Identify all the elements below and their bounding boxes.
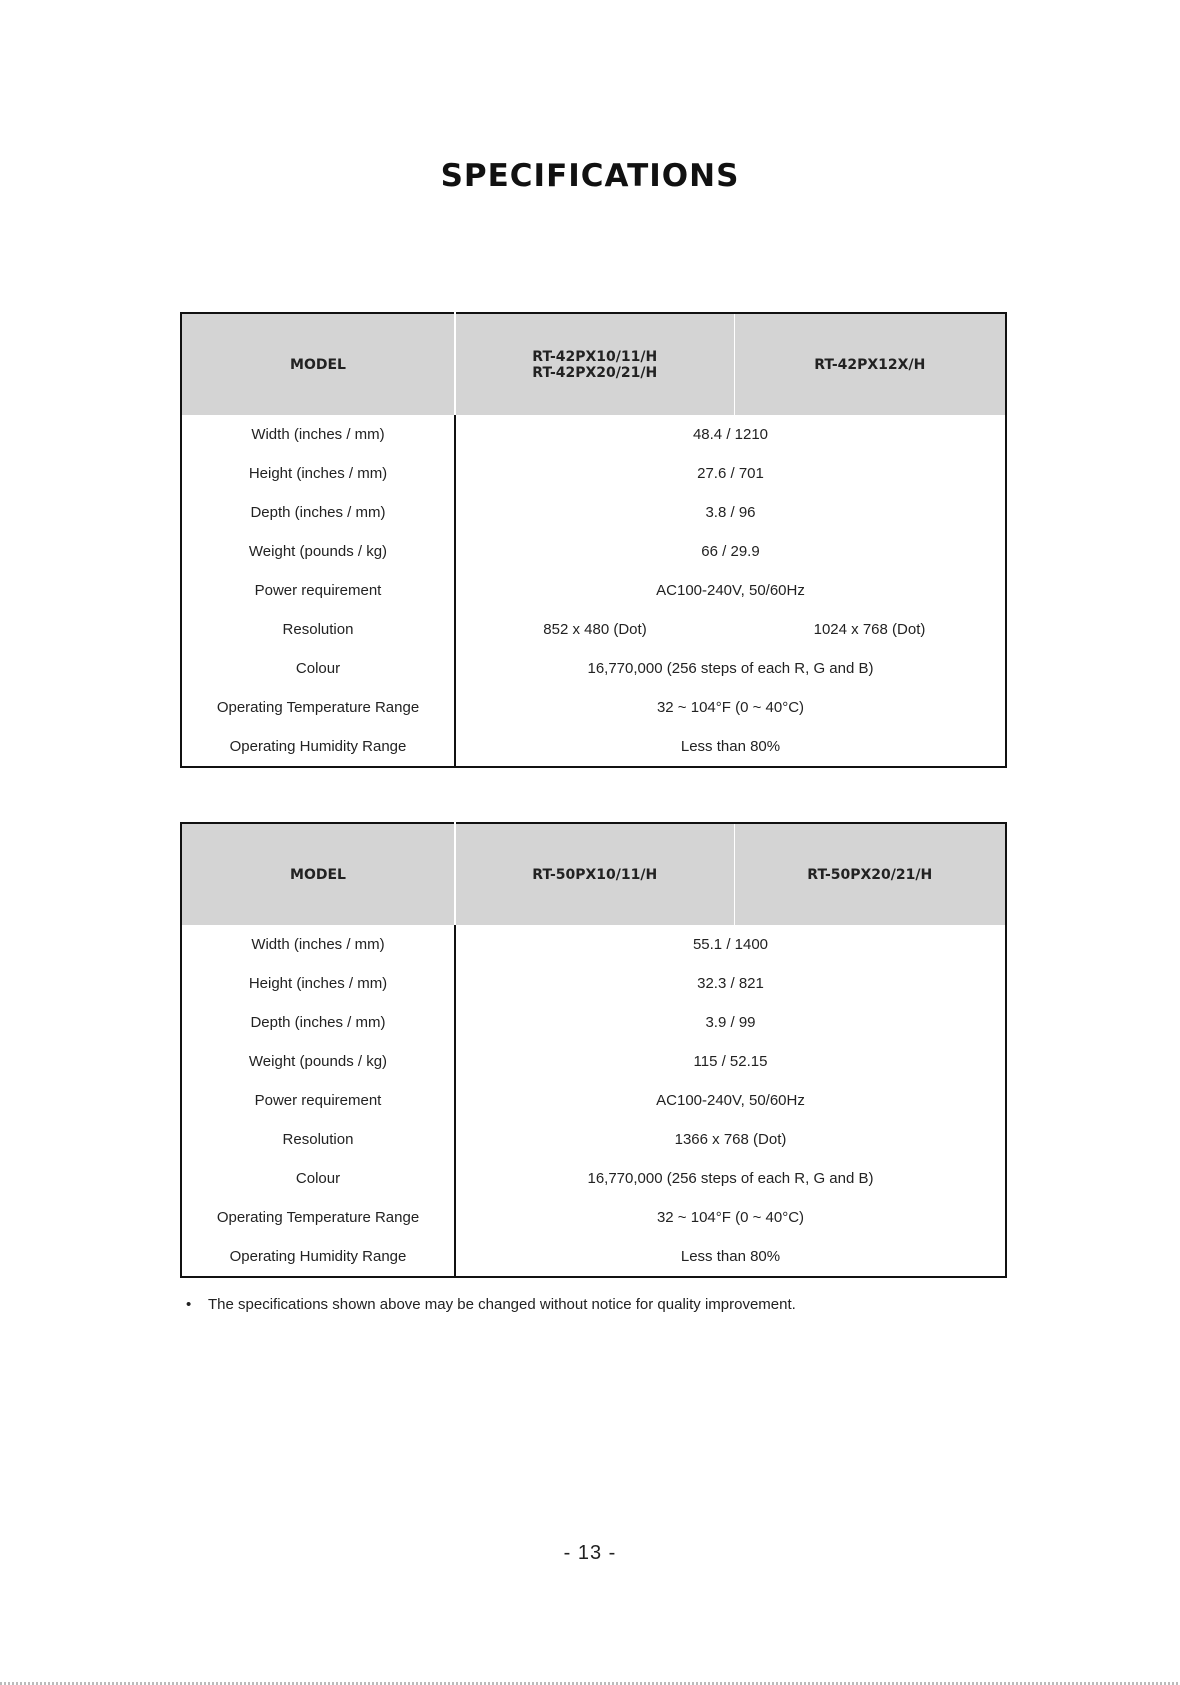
table-row xyxy=(181,727,1006,767)
model-header: MODEL xyxy=(181,313,455,415)
spec-value: 32 ~ 104°F (0 ~ 40°C) xyxy=(656,1209,805,1226)
spec-value: AC100-240V, 50/60Hz xyxy=(656,1092,805,1109)
spec-label: Operating Temperature Range xyxy=(181,688,455,727)
spec-table-50 xyxy=(180,822,1007,1278)
model-column-header xyxy=(455,313,734,415)
table-row xyxy=(181,1159,1006,1198)
table-row xyxy=(181,1198,1006,1237)
spec-value: 48.4 / 1210 xyxy=(692,426,769,443)
spec-label: Resolution xyxy=(181,610,455,649)
spec-label: Width (inches / mm) xyxy=(181,415,455,454)
table-row xyxy=(181,493,1006,532)
table-row xyxy=(181,1003,1006,1042)
spec-label: Resolution xyxy=(181,1120,455,1159)
table-row xyxy=(181,415,1006,454)
spec-label: Depth (inches / mm) xyxy=(181,493,455,532)
spec-value: Less than 80% xyxy=(680,738,781,755)
table-row xyxy=(181,688,1006,727)
table-row xyxy=(181,532,1006,571)
footnote-text: The specifications shown above may be changed without notice for quality improvement. xyxy=(208,1296,796,1313)
spec-label: Weight (pounds / kg) xyxy=(181,1042,455,1081)
spec-label: Operating Humidity Range xyxy=(181,727,455,767)
table-row xyxy=(181,1120,1006,1159)
spec-value: 1366 x 768 (Dot) xyxy=(674,1131,787,1148)
model-column-header: RT-50PX10/11/H xyxy=(455,823,734,925)
spec-label: Power requirement xyxy=(181,571,455,610)
spec-label: Operating Temperature Range xyxy=(181,1198,455,1237)
spec-value: Less than 80% xyxy=(680,1248,781,1265)
spec-label: Colour xyxy=(181,649,455,688)
model-column-header: RT-50PX20/21/H xyxy=(734,823,1006,925)
page-title: SPECIFICATIONS xyxy=(440,158,740,194)
table-row xyxy=(181,571,1006,610)
spec-value: 3.9 / 99 xyxy=(705,1014,756,1031)
table-row xyxy=(181,1237,1006,1277)
table-row xyxy=(181,964,1006,1003)
spec-value: 27.6 / 701 xyxy=(697,465,764,482)
model-column-header: RT-42PX12X/H xyxy=(734,313,1006,415)
table-row xyxy=(181,610,1006,649)
model-name-line: RT-42PX20/21/H xyxy=(532,364,658,381)
table-header-row xyxy=(181,823,1006,925)
spec-value: 16,770,000 (256 steps of each R, G and B) xyxy=(587,660,874,677)
spec-label: Operating Humidity Range xyxy=(181,1237,455,1277)
spec-value: 32 ~ 104°F (0 ~ 40°C) xyxy=(656,699,805,716)
model-header: MODEL xyxy=(181,823,455,925)
table-row xyxy=(181,1081,1006,1120)
footnote xyxy=(186,1296,796,1313)
table-row xyxy=(181,925,1006,964)
page-number: - 13 - xyxy=(563,1542,617,1564)
spec-value: 115 / 52.15 xyxy=(693,1053,768,1070)
spec-value: 3.8 / 96 xyxy=(705,504,756,521)
spec-value: 66 / 29.9 xyxy=(701,543,760,560)
table-row xyxy=(181,454,1006,493)
table-row xyxy=(181,1042,1006,1081)
spec-label: Width (inches / mm) xyxy=(181,925,455,964)
spec-label: Weight (pounds / kg) xyxy=(181,532,455,571)
table-row xyxy=(181,649,1006,688)
spec-table-42 xyxy=(180,312,1007,768)
spec-value: 852 x 480 (Dot) xyxy=(543,621,647,638)
spec-value: 1024 x 768 (Dot) xyxy=(813,621,926,638)
table-header-row xyxy=(181,313,1006,415)
model-name-line: RT-42PX10/11/H xyxy=(532,348,658,365)
spec-value: 32.3 / 821 xyxy=(697,975,764,992)
spec-label: Power requirement xyxy=(181,1081,455,1120)
spec-value: 55.1 / 1400 xyxy=(692,936,769,953)
spec-label: Height (inches / mm) xyxy=(181,454,455,493)
spec-label: Colour xyxy=(181,1159,455,1198)
bullet-icon: • xyxy=(186,1296,192,1313)
spec-label: Depth (inches / mm) xyxy=(181,1003,455,1042)
spec-label: Height (inches / mm) xyxy=(181,964,455,1003)
spec-value: AC100-240V, 50/60Hz xyxy=(656,582,805,599)
spec-value: 16,770,000 (256 steps of each R, G and B) xyxy=(587,1170,874,1187)
